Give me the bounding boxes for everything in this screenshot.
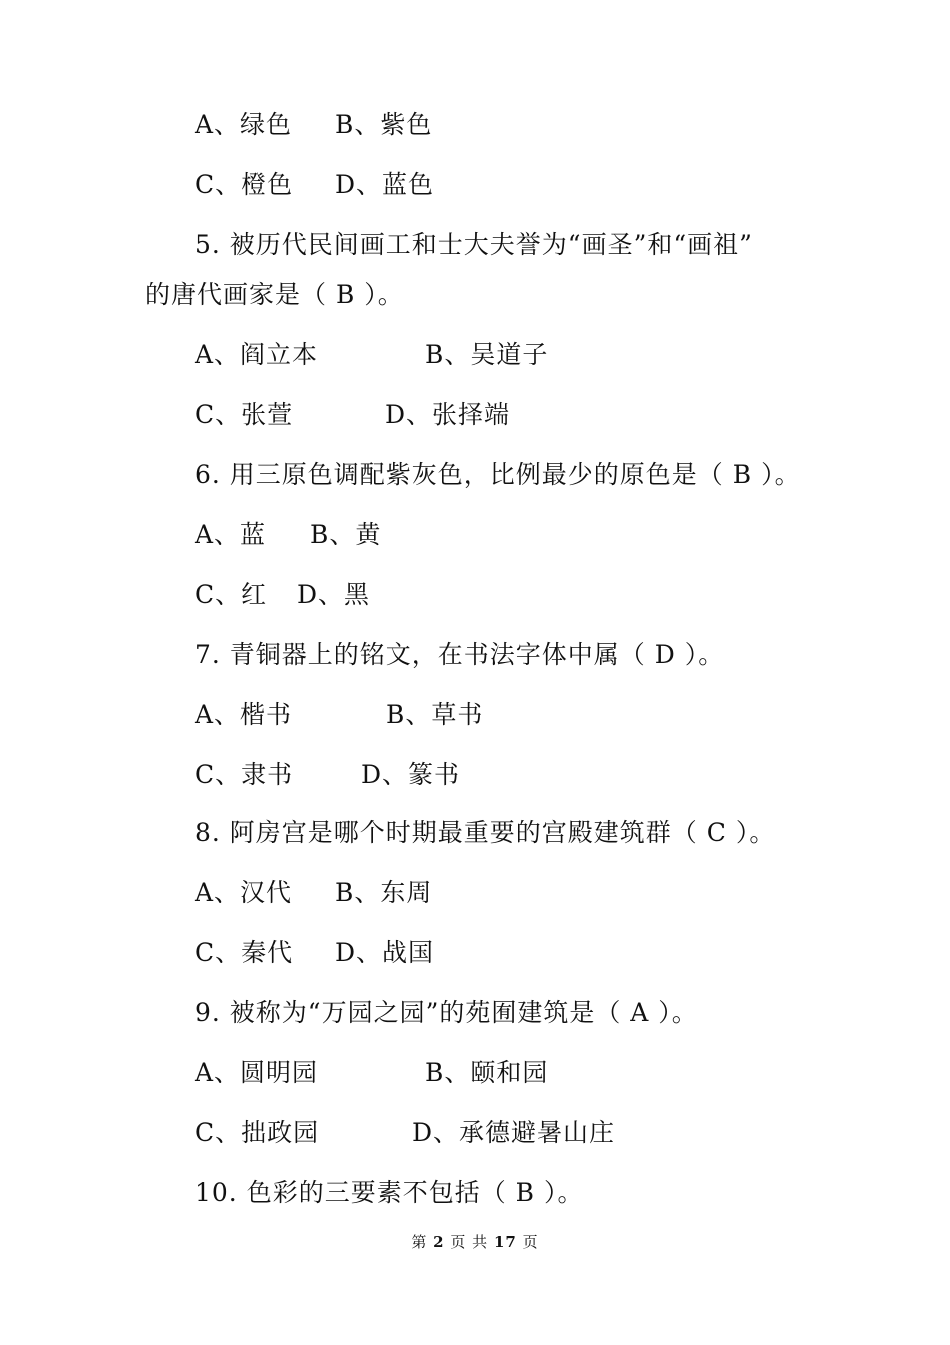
q9-option-d: D、承德避暑山庄 (412, 1118, 616, 1147)
q8-option-d: D、战国 (335, 938, 435, 967)
q8-options-row-1 (195, 878, 433, 908)
q4-option-d: D、蓝色 (335, 170, 435, 199)
q4-options-row-1 (195, 110, 433, 140)
q5-option-c: C、张萱 (195, 400, 294, 429)
q7-option-b: B、草书 (386, 700, 484, 729)
q6-option-b: B、黄 (310, 520, 382, 549)
q6-option-d: D、黑 (297, 580, 371, 609)
q5-options-row-2 (195, 400, 511, 430)
q8-option-a: A、汉代 (195, 878, 293, 907)
q5-options-row-1 (195, 340, 549, 370)
q4-option-b: B、紫色 (335, 110, 433, 139)
q7-options-row-2 (195, 760, 461, 790)
q6-option-c: C、红 (195, 580, 268, 609)
q6-option-a: A、蓝 (195, 520, 267, 549)
footer-total-pages: 17 (493, 1233, 517, 1251)
footer-prefix: 第 (411, 1233, 428, 1251)
q5-option-b: B、吴道子 (425, 340, 549, 369)
q9-options-row-1 (195, 1058, 549, 1088)
q7-option-a: A、楷书 (195, 700, 293, 729)
q9-stem: 9. 被称为“万园之园”的苑囿建筑是（ A ）。 (195, 998, 698, 1027)
q5-option-a: A、阎立本 (195, 340, 319, 369)
q8-option-b: B、东周 (335, 878, 433, 907)
q9-options-row-2 (195, 1118, 616, 1148)
q5-option-d: D、张择端 (385, 400, 511, 429)
q5-stem-line-1: 5. 被历代民间画工和士大夫誉为“画圣”和“画祖” (195, 230, 753, 259)
q9-option-c: C、拙政园 (195, 1118, 320, 1147)
footer-page-number: 2 (433, 1233, 445, 1251)
footer-middle: 页 共 (450, 1233, 489, 1251)
q8-stem: 8. 阿房宫是哪个时期最重要的宫殿建筑群（ C ）。 (195, 818, 776, 847)
q6-stem: 6. 用三原色调配紫灰色，比例最少的原色是（ B ）。 (195, 460, 801, 489)
q7-stem: 7. 青铜器上的铭文，在书法字体中属（ D ）。 (195, 640, 725, 669)
q7-option-c: C、隶书 (195, 760, 294, 789)
q5-stem-line-2: 的唐代画家是（ B ）。 (145, 280, 404, 309)
q4-options-row-2 (195, 170, 435, 200)
q8-option-c: C、秦代 (195, 938, 294, 967)
q4-option-c: C、橙色 (195, 170, 294, 199)
footer-suffix: 页 (522, 1233, 539, 1251)
q6-options-row-1 (195, 520, 382, 550)
q9-option-a: A、圆明园 (195, 1058, 319, 1087)
q7-options-row-1 (195, 700, 484, 730)
page-footer (0, 1232, 950, 1252)
q8-options-row-2 (195, 938, 435, 968)
q9-option-b: B、颐和园 (425, 1058, 549, 1087)
q6-options-row-2 (195, 580, 371, 610)
q10-stem: 10. 色彩的三要素不包括（ B ）。 (195, 1178, 584, 1207)
q7-option-d: D、篆书 (361, 760, 461, 789)
q4-option-a: A、绿色 (195, 110, 293, 139)
